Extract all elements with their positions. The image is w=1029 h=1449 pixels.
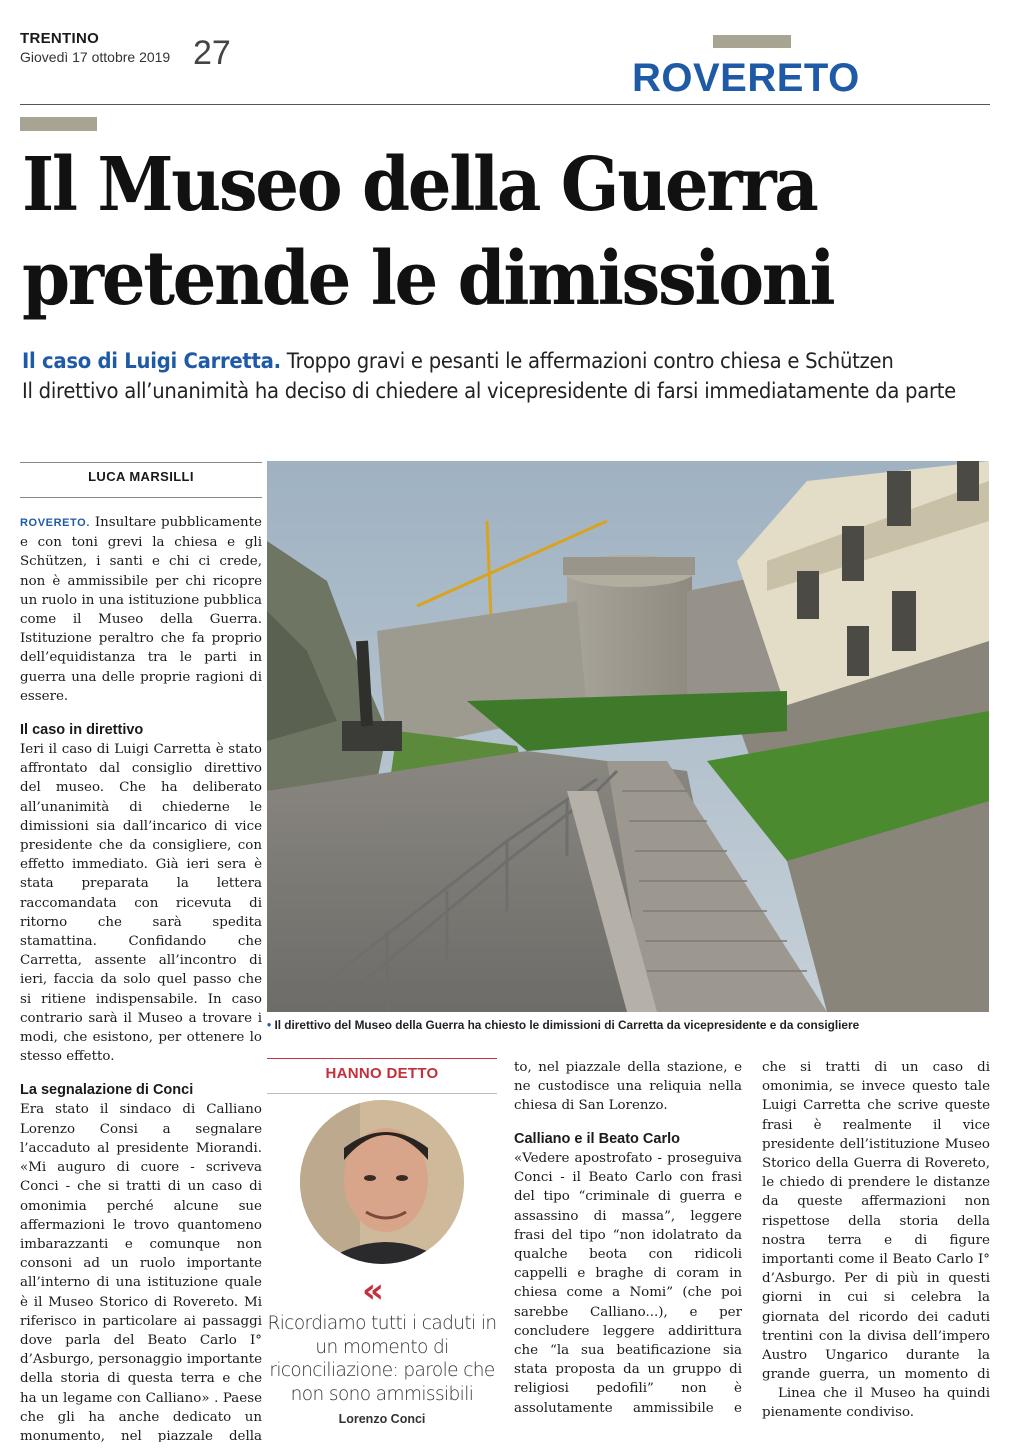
subheading-calliano: Calliano e il Beato Carlo <box>514 1131 680 1147</box>
quote-label-divider <box>267 1093 497 1094</box>
paragraph-segnalazione-cont: to, nel piazzale della stazione, e ne custodisce una reliquia nella chiesa di San Lorenzo. <box>514 1060 742 1114</box>
subhead-line-1 <box>22 346 938 376</box>
subhead-text-1: Troppo gravi e pesanti le affermazioni contro chiesa e Schützen <box>286 349 894 373</box>
newspaper-name: TRENTINO <box>20 30 100 47</box>
author-portrait <box>300 1100 464 1264</box>
lead-text: Insultare pubblicamente e con toni grevi la chiesa e gli Schützen, i santi e chi ci crede, non è ammissibile per chi ricopre un ruolo in una istituzione pubblica come il Museo della Guerra. Istituzione peraltro che fa proprio dell’equidistanza tra le parti in guerra una delle proprie ragioni di essere. <box>20 515 262 704</box>
headline-line-1: Il Museo della Guerra <box>22 142 817 228</box>
byline-divider <box>20 497 262 498</box>
subhead-line-2: Il direttivo all’unanimità ha deciso di chiedere al vicepresidente di farsi immediatamente da parte <box>22 379 956 403</box>
quote-author: Lorenzo Conci <box>338 1412 426 1426</box>
article-column-3 <box>514 1058 742 1417</box>
quote-label: HANNO DETTO <box>325 1065 439 1082</box>
photo-caption <box>267 1018 985 1032</box>
subheading-segnalazione: La segnalazione di Conci <box>20 1082 194 1099</box>
issue-date: Giovedì 17 ottobre 2019 <box>20 49 171 65</box>
byline-box <box>20 462 262 484</box>
paragraph-segnalazione: Era stato il sindaco di Calliano Lorenzo Consi a segnalare l’accaduto al presidente Miorandi. «Mi auguro di cuore - scriveva Conci - che si tratti di un caso di omonimia perché alcune sue affermazioni le trovo quantomeno imbarazzanti e comunque non consoni ad un ruolo importante all’interno di una istituzione quale è il Museo Storico di Rovereto. Mi riferisco in particolare ai passaggi dove parla del Beato Carlo I° d’Asburgo, personaggio importante della storia di questa terra e che ha un legame con Calliano» . Paese che gli ha anche dedicato un monumento, nel piazzale della <box>20 1102 262 1443</box>
quote-mark-icon: « <box>362 1271 378 1311</box>
lead-paragraph <box>20 513 262 706</box>
quote-box <box>267 1058 497 1438</box>
section-accent-bar <box>713 35 791 48</box>
quote-text: Ricordiamo tutti i caduti in un momento di riconciliazione: parole che non sono ammissibili <box>267 1313 497 1405</box>
paragraph-direttivo: Ieri il caso di Luigi Carretta è stato affrontato dal consiglio direttivo del museo. Che ha deliberato all’unanimità di chiederne le dimissioni sia dall’incarico di vice presidente che da consigliere, con effetto immediato. Già ieri sera è stata preparata la lettera raccomandata con ricevuta di ritorno che sarà spedita stamattina. Confidando che Carretta, assente all’incontro di ieri, faccia da solo quel passo che si ritiene indispensabile. In caso contrario sarà il Museo a trovare i modi, che esistono, per ottenere lo stesso effetto. <box>20 742 262 1065</box>
paragraph-calliano-cont: che si tratti di un caso di omonimia, se invece questo tale Luigi Carretta che scrive queste frasi è realmente il vice presidente dell’istituzione Museo Storico della Guerra di Rovereto, le chiedo di prendere le distanze da queste affermazioni non rispettose della storia della nostra terra e di figure importanti come il Beato Carlo I° d’Asburgo. Per di più in questi giorni in cui si celebra la giornata del ricordo dei caduti trentini con la divisa dell’impero Austro Ungarico durante la grande guerra, un momento di <box>762 1060 990 1383</box>
paragraph-segnalazione-end <box>514 1058 742 1116</box>
castle-stairway-image <box>267 461 989 1012</box>
subheading-direttivo: Il caso in direttivo <box>20 722 144 739</box>
dateline: ROVERETO. <box>20 517 90 529</box>
masthead-divider <box>20 104 990 105</box>
quote-top-divider <box>267 1058 497 1059</box>
kicker: Il caso di Luigi Carretta. <box>22 349 281 373</box>
headline-line-2: pretende le dimissioni <box>22 236 834 322</box>
article-photo <box>267 461 989 1012</box>
subheadline <box>22 346 956 406</box>
masthead <box>20 30 170 65</box>
section-title: ROVERETO <box>632 56 860 100</box>
caption-bullet-icon: • <box>267 1018 272 1032</box>
headline-accent-bar <box>20 117 97 131</box>
byline: LUCA MARSILLI <box>88 469 194 484</box>
article-column-1 <box>20 513 262 1442</box>
article-column-4 <box>762 1058 990 1422</box>
portrait-image <box>300 1100 464 1264</box>
paragraph-calliano: «Vedere apostrofato - proseguiva Conci - il Beato Carlo con frasi del tipo “criminale di guerra e assassino di massa”, leggere frasi del tipo “non idolatrato da qualche beota con ridicoli cappelli e braghe di coram in chiesa come a Nomi” (che poi sarebbe Calliano...), e per concludere leggere addirittura che “la sua beatificazione sia stata proposta da un gruppo di religiosi pedofili” non è assolutamente ammissibile e <box>514 1151 742 1416</box>
caption-text: Il direttivo del Museo della Guerra ha chiesto le dimissioni di Carretta da vicepresidente e da consigliere <box>274 1018 860 1032</box>
page-number: 27 <box>193 34 231 72</box>
headline <box>22 138 915 326</box>
closing-paragraph: Linea che il Museo ha quindi pienamente condiviso. <box>762 1386 990 1421</box>
